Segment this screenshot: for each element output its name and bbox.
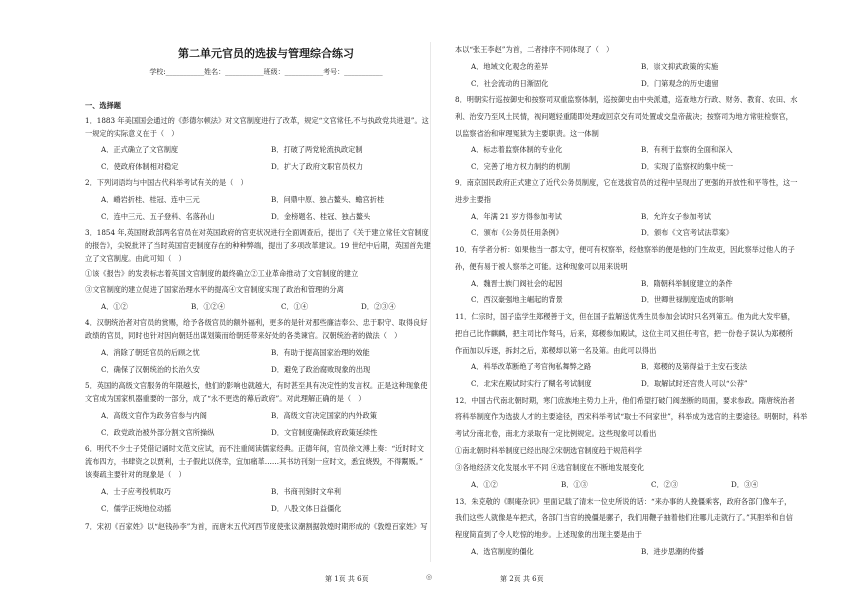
question-text: 该奏疏主要针对的现象是（ ）: [85, 470, 186, 479]
question-text: 孙，便有易于被人察举之可能。这种现象可以用来说明: [455, 262, 628, 271]
option: B．①②④: [191, 302, 226, 311]
option: A．①②: [471, 480, 498, 489]
question-text: 7．宋初《百家姓》以“赵钱孙李”为首，而唐末五代河西节度使张议潮割据敦煌时期形成的《敦煌百家姓》写: [85, 522, 428, 531]
page-number: 第 2页 共 6页: [500, 575, 544, 583]
option: C．政党政治被外部分割文官所操纵: [101, 428, 215, 437]
option: B．郑稷的及第得益于主安石变法: [641, 362, 747, 371]
option: C．②③: [651, 480, 679, 489]
option: B．有利于监察的全面和深入: [641, 145, 733, 154]
question-text: 5．英国的高级文官服务的年限越长，他们的影响也就越大，有时甚至具有决定性的发言权。正是这种现象使: [85, 381, 428, 390]
option: C．确保了汉朝统治的长治久安: [101, 365, 200, 374]
option: B．崇文抑武政策的实施: [641, 62, 719, 71]
question-text: 2．下列词语均与中国古代科举考试有关的是（ ）: [85, 178, 248, 187]
option: A．选官制度的僵化: [471, 547, 534, 556]
option: A．士子应考投机取巧: [101, 487, 171, 496]
question-text: ①该《报告》的发表标志着英国文官制度的最终确立②工业革命推动了文官制度的建立: [85, 269, 359, 278]
option: A．年满 21 岁方得参加考试: [471, 212, 562, 221]
option: D．②③④: [361, 302, 396, 311]
question-text: 我们这些人就像是车把式，各部门当官的挽僵是骡子，我们用鞭子抽着他们往哪儿走就行了。”其胆举和自信: [455, 513, 793, 522]
question-text: 9．南京国民政府正式建立了近代公务员制度，它在选拔官员的过程中呈现出了更强的开放性和平等性，这一: [455, 178, 798, 187]
option: B．书商刊刻时文牟利: [271, 487, 341, 496]
option: D．门第观念的历史遗留: [641, 79, 719, 88]
question-text: 立了文官制度。由此可知（ ）: [85, 254, 186, 263]
option: B．①③: [561, 480, 588, 489]
student-info: 学校:___________姓名：___________班级：___________考号：___________: [149, 68, 383, 76]
option: C．西汉豪强地主崛起的背景: [471, 295, 563, 304]
question-text: 12．中国古代南北朝时期，寒门庶族地主势力上升，他们希望打破门阀垄断的局面，要求参政。隋唐统治者: [455, 396, 795, 405]
option: B．有助于提高国家治理的效能: [271, 348, 370, 357]
question-text: 8．明朝实行巡按御史和按察司双重监察体制，巡按御史由中央派遣，巡查地方行政、财务、教育、农田、水: [455, 95, 798, 104]
option: B．打破了两党轮流执政定制: [271, 145, 363, 154]
option: A．魏晋士族门阀社会的起因: [471, 279, 563, 288]
binding-mark: ◎: [426, 573, 433, 581]
question-text: 以监察省治和审理冤狱为主要职责。这一体制: [455, 129, 599, 138]
option: D．扩大了政府文职官员权力: [271, 162, 364, 171]
option: A．科举改革断绝了考官徇私舞弊之路: [471, 362, 592, 371]
option: C．①④: [281, 302, 309, 311]
option: A．地域文化观念的差异: [471, 62, 549, 71]
question-text: 流布四方，书肆资之以贾利，士子假此以侥幸，宜加痛革……其书坊刊刻一应时文，悉宜烧毁，不得鬻贩。”: [85, 457, 423, 466]
option: D．颁布《文官考试法草案》: [641, 228, 734, 237]
question-text: ③文官制度的建立促进了国家治理水平的提高④文官制度实现了政治和管理的分离: [85, 285, 344, 294]
question-text: 13．朱克敬的《瞑庵杂识》里面记载了清末一位史所说的话：“来办事的人挽僵乘客，政府各部门像车子，: [455, 497, 792, 506]
page-title: 第二单元官员的选拔与管理综合练习: [178, 47, 354, 60]
option: A．①②: [101, 302, 128, 311]
option: C．使政府体制相对稳定: [101, 162, 179, 171]
question-text: 10．有学者分析：如果他当一郡太守，便可有权察举，经他察举的便是他的门生故吏，因此察举过他人的子: [455, 245, 795, 254]
question-text: 3．1854 年,英国财政部两名官员在对英国政府的官吏状况进行全面调查后，提出了《关于建立常任文官制度: [85, 228, 429, 237]
option: A．正式确立了文官制度: [101, 145, 179, 154]
question-text: 利、治安乃至风土民情，视问题轻重随即处理或回京交有司处置或交皇帝裁决；按察司为地方常驻检察官，: [455, 112, 793, 121]
option: D．八股文体日益僵化: [271, 504, 342, 513]
option: B．高级文官决定国家的内外政策: [271, 411, 377, 420]
question-text: 考试分南北卷，南北方录取有一定比例规定。这些现象可以看出: [455, 429, 657, 438]
question-text: 4．汉朝统治者对官员的赏赐，给予各级官员的额外福利，更多的是针对那些廉洁奉公、忠于职守、取得良好: [85, 318, 428, 327]
option: B．隋朝科举制度建立的条件: [641, 279, 733, 288]
option: C．连中三元、五子登科、名落孙山: [101, 212, 215, 221]
option: B．进步思潮的传播: [641, 547, 704, 556]
option: D．③④: [731, 480, 759, 489]
option: C．社会流动的日渐固化: [471, 79, 549, 88]
option: D．取解试时还宫贵人可以“公荐”: [641, 379, 748, 388]
option: D．世卿世禄制度造成的影响: [641, 295, 734, 304]
option: A．标志着监察体制的专业化: [471, 145, 563, 154]
option: A．嵴岩折桂、桂冠、连中三元: [101, 195, 200, 204]
section-heading: 一、选择题: [85, 101, 121, 110]
question-text: 政绩的官员，同时也针对因向朝廷出谋划策而给朝廷带来好处的各类谏官。汉朝统治者的做法（ ）: [85, 331, 402, 340]
question-text: 的报告》，尖锐批评了当时英国官吏制度存在的种种弊端，提出了多项改革建议。19 世纪中后期，英国首先建: [85, 241, 431, 250]
question-text: 把自己比作麒麟，把主司比作驽马，后来，郑稷参加殿试，这位主司又担任考官，把一份卷子误认为郑稷所: [455, 329, 793, 338]
question-text: 11．仁宗时，国子监学生郑稷善于文，但在国子监解送优秀生员参加会试时只名列第五。他为此大发牢骚，: [455, 312, 795, 321]
question-text: 进步主要指: [455, 195, 491, 204]
question-text: 将科举制度作为选拔人才的主要途径，西宋科举考试“取士不问家世”，科举成为选官的主要途径。明朝时，科举: [455, 412, 808, 421]
option: A．高级文官作为政务官参与内阁: [101, 411, 207, 420]
option: C．北宋在殿试时实行了糊名考试制度: [471, 379, 592, 388]
question-text: 作而加以斥逐，拆封之后，郑稷却以第一名及第。由此可以得出: [455, 346, 657, 355]
question-text: 一规定的实际意义在于（ ）: [85, 129, 179, 138]
option: C．完善了地方权力制约的机制: [471, 162, 570, 171]
option: C．儒学正统地位动摇: [101, 504, 172, 513]
question-text: ③各地经济文化发展水平不同 ④选官制度在不断地发展变化: [455, 463, 645, 472]
option: C．颁布《公务员任用条例》: [471, 228, 563, 237]
option: D．避免了政治腐败现象的出现: [271, 365, 371, 374]
question-text: 1．1883 年美国国会通过的《彭德尔顿法》对文官制度进行了改革，规定“文官常任,不与执政党共进退”。这: [85, 116, 429, 125]
question-text: ①南北朝时科举制度已经出现②宋朝选官制度趋于规范科学: [455, 446, 642, 455]
option: B．允许女子参加考试: [641, 212, 711, 221]
question-text: 本以“张王李赵”为首，二者排序不同体现了（ ）: [455, 45, 614, 54]
option: B．问鼎中原、独占鳌头、蟾宫折桂: [271, 195, 385, 204]
column-divider: [430, 42, 431, 562]
option: D．文官制度确保政府政策延续性: [271, 428, 378, 437]
option: A．消除了朝廷官员的后顾之忧: [101, 348, 200, 357]
question-text: 6．明代不少士子凭借记诵时文范文应试，而不注重阅读儒家经典。正德年间，官员徐文溥上奏：“近时时文: [85, 444, 424, 453]
page-number: 第 1页 共 6页: [325, 575, 369, 583]
option: D．金榜题名、桂冠、独占鳌头: [271, 212, 371, 221]
question-text: 文官成为国家机器重要的一部分，成了“永不更迭的幕后政府”。对此理解正确的是（ ）: [85, 394, 366, 403]
option: D．实现了监察权的集中统一: [641, 162, 734, 171]
question-text: 程度简直到了令人吃惊的地步。上述现象的出现主要是由于: [455, 530, 642, 539]
